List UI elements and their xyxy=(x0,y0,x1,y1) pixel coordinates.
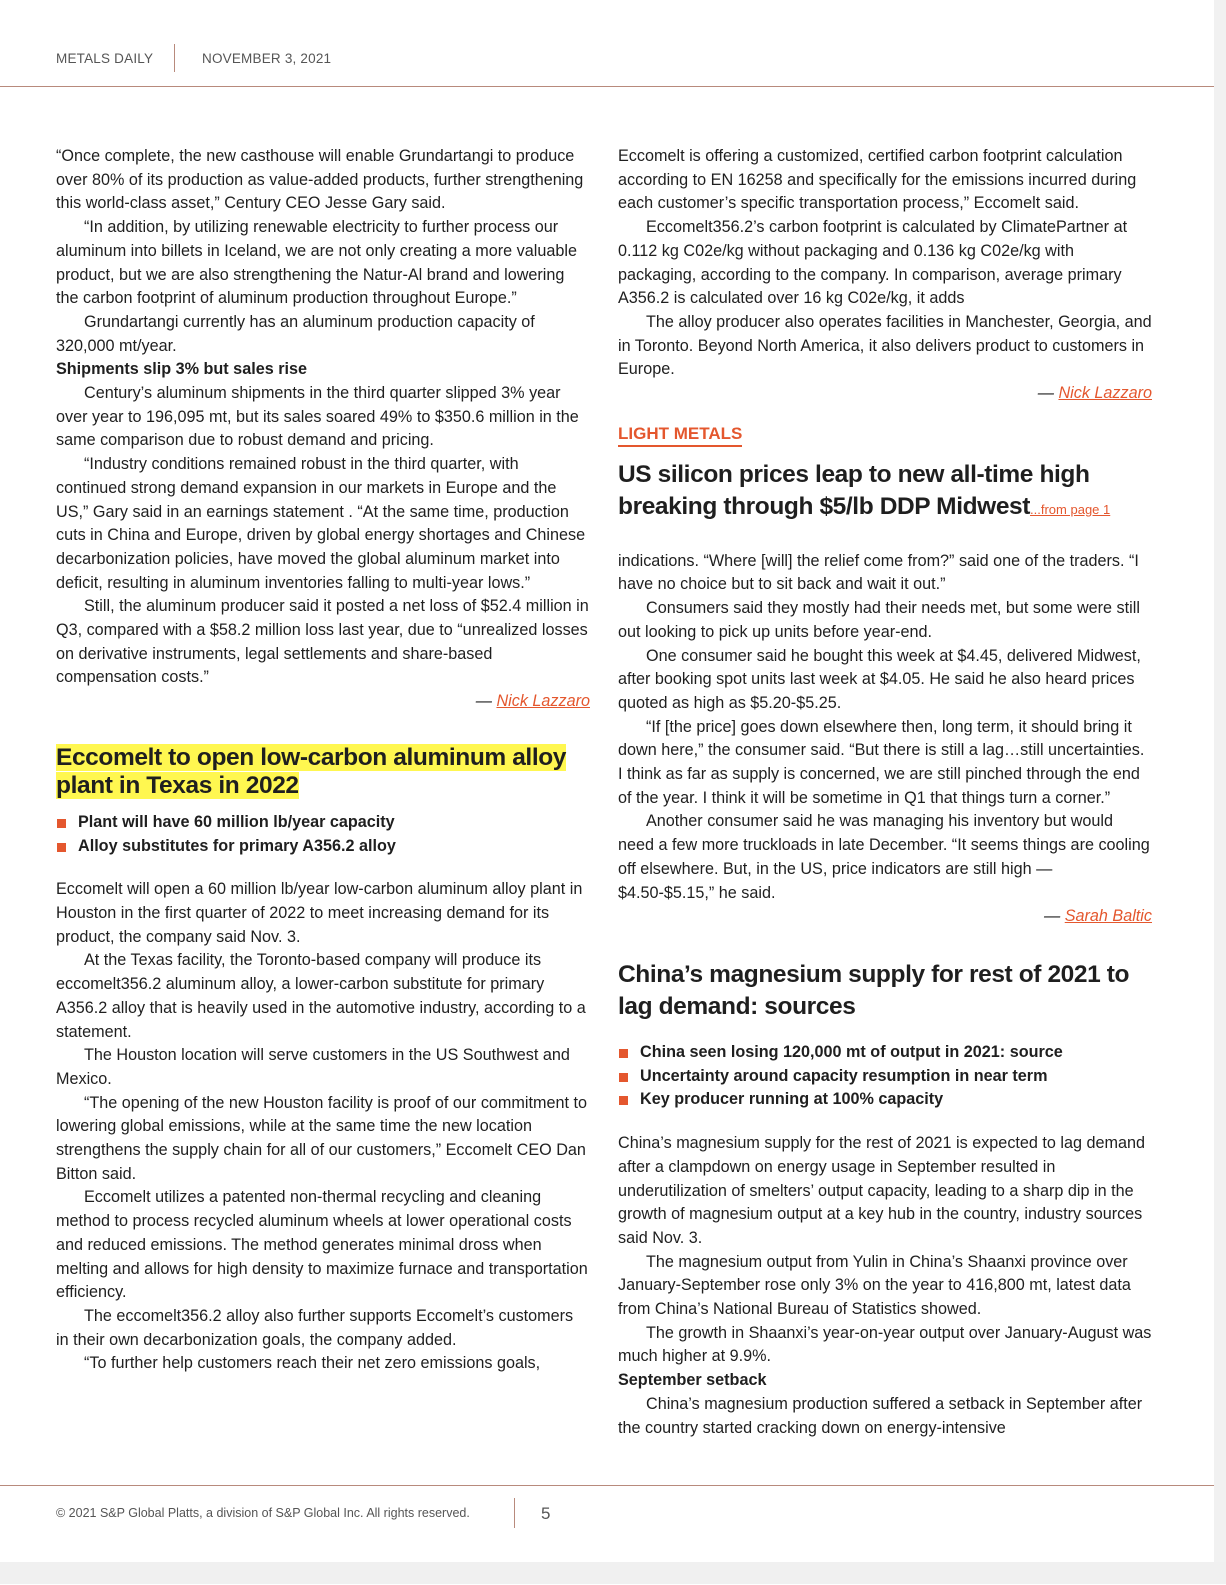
article-headline xyxy=(618,459,1152,526)
header-divider xyxy=(174,44,175,72)
left-column xyxy=(56,145,590,1376)
author-link[interactable]: Sarah Baltic xyxy=(1064,907,1152,926)
paragraph: Still, the aluminum producer said it posted a net loss of $52.4 million in Q3, compared with a $58.2 million loss last year, due to “unrealized losses on derivative instruments, legal settlements and share-based compensation costs.” xyxy=(56,597,589,687)
paragraph: Grundartangi currently has an aluminum production capacity of 320,000 mt/year. xyxy=(56,312,535,355)
author-link[interactable]: Nick Lazzaro xyxy=(1058,384,1152,403)
byline-dash: — xyxy=(1044,907,1065,926)
paragraph: Eccomelt will open a 60 million lb/year low-carbon aluminum alloy plant in Houston in the first quarter of 2022 to meet increasing demand for its product, the company said Nov. 3. xyxy=(56,880,583,946)
paragraph: China’s magnesium supply for the rest of 2021 is expected to lag demand after a clampdown on energy usage in September resulted in underutilization of smelters’ output capacity, leading to a sharp dip in the growth of magnesium output at a key hub in the country, industry sources said Nov. 3. xyxy=(618,1134,1146,1247)
paragraph: Eccomelt is offering a customized, certified carbon footprint calculation according to EN 16258 and specifically for the emissions incurred during each customer’s specific transportation process,” Eccomelt said. xyxy=(618,147,1137,213)
page-edge-shade xyxy=(1214,0,1226,1584)
paragraph: The Houston location will serve customers in the US Southwest and Mexico. xyxy=(56,1046,570,1088)
paragraph: “The opening of the new Houston facility is proof of our commitment to lowering global emissions, while at the same time the new location strengthens the supply chain for all of our customers,” Eccomelt CEO Dan Bitton said. xyxy=(56,1093,587,1183)
paragraph: The eccomelt356.2 alloy also further supports Eccomelt’s customers in their own decarbonization goals, the company added. xyxy=(56,1306,574,1349)
list-item: Uncertainty around capacity resumption in near term xyxy=(618,1065,1152,1089)
publication-name: METALS DAILY xyxy=(56,51,154,66)
page-number: 5 xyxy=(541,1504,551,1523)
issue-date: NOVEMBER 3, 2021 xyxy=(202,51,332,66)
copyright-notice: © 2021 S&P Global Platts, a division of S&P Global Inc. All rights reserved. xyxy=(56,1506,470,1520)
byline xyxy=(56,690,590,714)
paragraph: “Industry conditions remained robust in the third quarter, with continued strong demand expansion in our markets in Europe and the US,” Gary said in an earnings statement . “At the same time, production cuts in China and Europe, driven by global energy shortages and Chinese decarbonization policies, have moved the global aluminum market into deficit, resulting in aluminum inventories falling to multi-year lows.” xyxy=(56,455,586,592)
page-header xyxy=(0,0,1214,87)
paragraph: The magnesium output from Yulin in China’s Shaanxi province over January-September rose only 3% on the year to 416,800 mt, latest data from China’s National Bureau of Statistics showed. xyxy=(618,1252,1131,1319)
list-item: Plant will have 60 million lb/year capacity xyxy=(56,811,590,835)
section-subhead: Shipments slip 3% but sales rise xyxy=(56,360,307,379)
paragraph: Century’s aluminum shipments in the third quarter slipped 3% year over year to 196,095 mt, but its sales soared 49% to $350.6 million in the same comparison due to robust demand and pricing. xyxy=(56,384,579,450)
article-headline xyxy=(56,744,590,801)
byline-dash: — xyxy=(475,692,497,711)
list-item: Key producer running at 100% capacity xyxy=(618,1088,1152,1112)
paragraph: “If [the price] goes down elsewhere then, long term, it should bring it down here,” the consumer said. “But there is still a lag…still uncertainties. I think as far as supply is concerned, we are still pinched through the end of the year. I think it will be sometime in Q1 that things turn a corner.” xyxy=(618,717,1145,807)
paragraph: “Once complete, the new casthouse will enable Grundartangi to produce over 80% of its production as value-added products, further strengthening this world-class asset,” Century CEO Jesse Gary said. xyxy=(56,147,584,213)
paragraph: “To further help customers reach their net zero emissions goals, xyxy=(84,1354,541,1373)
paragraph: “In addition, by utilizing renewable electricity to further process our aluminum into billets in Iceland, we are not only creating a more valuable product, but we are also strengthening the Natur-Al brand and lowering the carbon footprint of aluminum production throughout Europe.” xyxy=(56,218,577,308)
paragraph: The alloy producer also operates facilities in Manchester, Georgia, and in Toronto. Beyond North America, it also delivers product to customers in Europe. xyxy=(618,312,1152,379)
list-item: Alloy substitutes for primary A356.2 alloy xyxy=(56,835,590,859)
paragraph: indications. “Where [will] the relief come from?” said one of the traders. “I have no choice but to sit back and wait it out.” xyxy=(618,551,1139,594)
key-points-list xyxy=(56,811,590,858)
footer-shade xyxy=(0,1562,1226,1584)
footer-divider xyxy=(514,1498,515,1528)
paragraph: Eccomelt356.2’s carbon footprint is calculated by ClimatePartner at 0.112 kg C02e/kg without packaging and 0.136 kg C02e/kg with packaging, according to the company. In comparison, average primary A356.2 is calculated over 16 kg C02e/kg, it adds xyxy=(618,218,1128,308)
paragraph: China’s magnesium production suffered a setback in September after the country started cracking down on energy-intensive xyxy=(618,1394,1143,1437)
byline xyxy=(618,382,1152,406)
paragraph: Another consumer said he was managing his inventory but would need a few more truckloads in late December. “It seems things are cooling off elsewhere. But, in the US, price indicators are still high — $4.50-$5.15,” he said. xyxy=(618,812,1150,902)
byline-dash: — xyxy=(1037,384,1059,403)
key-points-list xyxy=(618,1041,1152,1112)
paragraph: Consumers said they mostly had their needs met, but some were still out looking to pick up units before year-end. xyxy=(618,599,1140,641)
right-column xyxy=(618,145,1152,1440)
article-headline: China’s magnesium supply for rest of 2021 to lag demand: sources xyxy=(618,960,1130,1020)
list-item: China seen losing 120,000 mt of output in 2021: source xyxy=(618,1041,1152,1065)
headline-text: US silicon prices leap to new all-time high breaking through $5/lb DDP Midwest xyxy=(618,460,1090,520)
section-label: LIGHT METALS xyxy=(618,423,742,447)
byline xyxy=(618,905,1152,929)
section-subhead: September setback xyxy=(618,1371,767,1390)
paragraph: At the Texas facility, the Toronto-based company will produce its eccomelt356.2 aluminum alloy, a lower-carbon substitute for primary A356.2 alloy that is heavily used in the automotive industry, according to a statement. xyxy=(56,951,586,1041)
continued-from-link[interactable]: ...from page 1 xyxy=(1030,501,1111,517)
author-link[interactable]: Nick Lazzaro xyxy=(496,692,590,711)
paragraph: The growth in Shaanxi’s year-on-year output over January-August was much higher at 9.9%. xyxy=(618,1323,1152,1366)
paragraph: Eccomelt utilizes a patented non-thermal recycling and cleaning method to process recycled aluminum wheels at lower operational costs and reduced emissions. The method generates minimal dross when melting and allows for high density to maximize furnace and transportation efficiency. xyxy=(56,1188,588,1302)
highlighted-headline-text: Eccomelt to open low-carbon aluminum alloy plant in Texas in 2022 xyxy=(56,743,567,800)
paragraph: One consumer said he bought this week at $4.45, delivered Midwest, after booking spot units last week at $4.05. He said he also heard prices quoted as high as $5.20-$5.25. xyxy=(618,646,1141,712)
